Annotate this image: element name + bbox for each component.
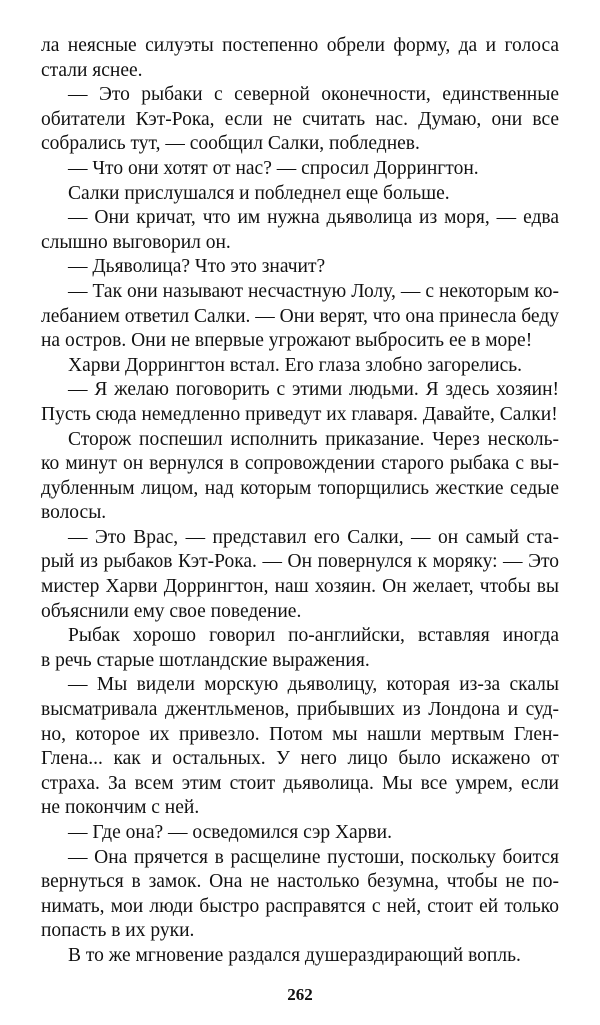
text-line: дубленным лицом, над которым топорщились жесткие седые — [41, 477, 559, 499]
text-line: слышно выговорил он. — [41, 231, 231, 253]
text-line: не покончим с ней. — [41, 797, 200, 819]
text-line: — Дьяволица? Что это значит? — [68, 256, 326, 278]
text-line: рый из рыбаков Кэт-Рока. — Он повернулся к моряку: — Это — [41, 551, 559, 573]
text-line: — Это Врас, — представил его Салки, — он самый ста- — [68, 526, 559, 548]
text-line: — Я желаю поговорить с этими людьми. Я здесь хозяин! — [68, 379, 559, 401]
text-line: — Где она? — осведомился сэр Харви. — [68, 822, 392, 843]
text-line: Пусть сюда немедленно приведут их главаря. Давайте, Салки! — [41, 403, 558, 425]
text-line: на остров. Они не впервые угрожают выбросить ее в море! — [41, 330, 533, 352]
text-line: высматривала джентльменов, прибывших из Лондона и суд- — [41, 699, 559, 721]
text-line: — Что они хотят от нас? — спросил Доррингтон. — [68, 157, 479, 179]
text-line: — Они кричат, что им нужна дьяволица из моря, — едва — [68, 207, 559, 229]
text-line: ко минут он вернулся в сопровождении старого рыбака с вы- — [41, 453, 559, 475]
text-line: страха. За всем этим стоит дьяволица. Мы все умрем, если — [41, 772, 559, 794]
text-line: Глена... как и остальных. У него лицо было искажено от — [41, 748, 559, 770]
text-line: Сторож поспешил исполнить приказание. Через несколь- — [68, 428, 559, 450]
text-line: — Мы видели морскую дьяволицу, которая из-за скалы — [68, 674, 559, 696]
text-line: стали яснее. — [41, 59, 143, 81]
text-line: попасть в их руки. — [41, 920, 195, 942]
text-line: Салки прислушался и побледнел еще больше. — [68, 182, 450, 204]
page-number: 262 — [287, 985, 313, 1004]
text-line: обитатели Кэт-Рока, если не считать нас. Думаю, они все — [41, 108, 559, 130]
text-line: в речь старые шотландские выражения. — [41, 649, 370, 671]
text-line: Рыбак хорошо говорил по-английски, вставляя иногда — [68, 625, 559, 647]
text-line: — Она прячется в расщелине пустоши, поскольку боится — [68, 846, 559, 868]
text-line: нимать, мои люди быстро расправятся с ней, стоит ей только — [41, 895, 559, 917]
text-line: — Так они называют несчастную Лолу, — с некоторым ко- — [68, 280, 559, 302]
text-line: вернуться в замок. Она не настолько безумна, чтобы не по- — [41, 871, 559, 893]
text-line: но, которое их привезло. Потом мы нашли мертвым Глен- — [41, 723, 559, 745]
text-line: — Это рыбаки с северной оконечности, единственные — [68, 84, 559, 106]
text-line: В то же мгновение раздался душераздирающий вопль. — [68, 944, 521, 966]
text-line: мистер Харви Доррингтон, наш хозяин. Он желает, чтобы вы — [41, 576, 559, 598]
body-text — [41, 34, 559, 969]
text-line: ла неясные силуэты постепенно обрели форму, да и голоса — [41, 35, 559, 56]
text-line: волосы. — [41, 502, 107, 524]
text-line: собрались тут, — сообщил Салки, побледнев. — [41, 133, 420, 155]
text-line: Харви Доррингтон встал. Его глаза злобно загорелись. — [68, 354, 523, 376]
text-line: объяснили ему свое поведение. — [41, 600, 302, 622]
text-line: лебанием ответил Салки. — Они верят, что она принесла беду — [41, 305, 559, 327]
